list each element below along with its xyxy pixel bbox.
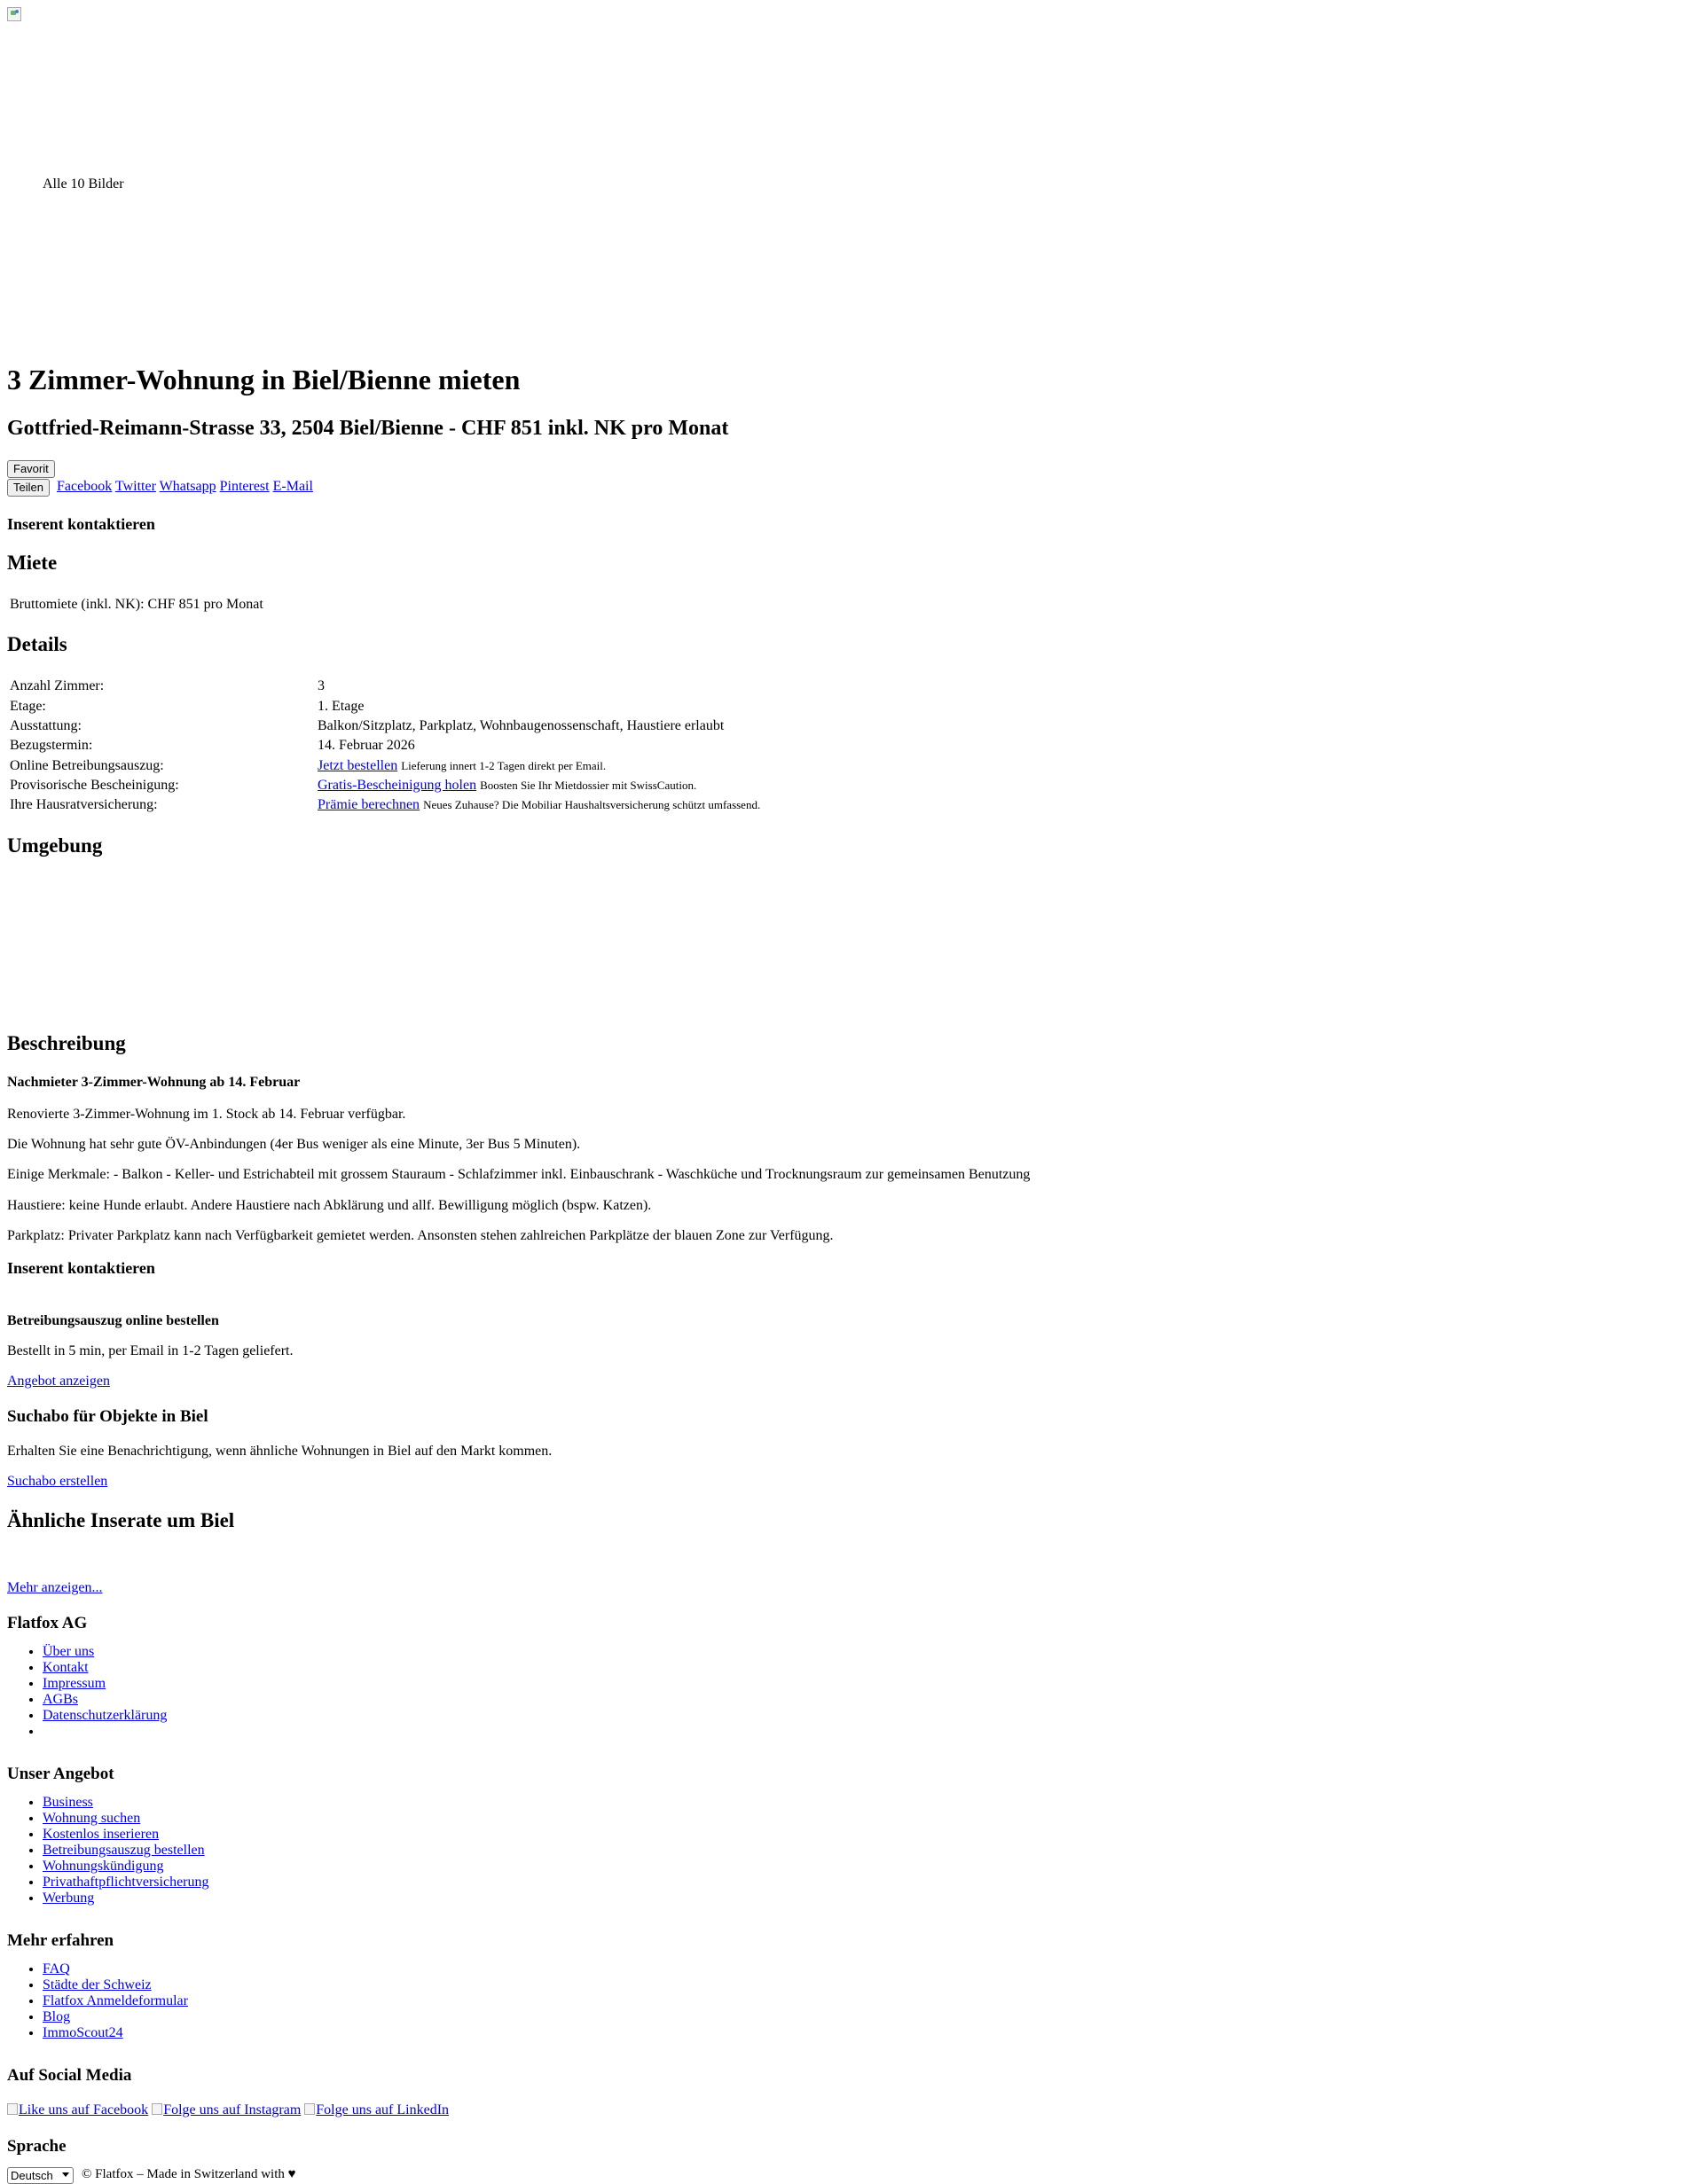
order-now-link[interactable]: Jetzt bestellen	[318, 758, 398, 773]
footer-company-heading: Flatfox AG	[7, 1614, 88, 1632]
similar-listings-heading: Ähnliche Inserate um Biel	[7, 1509, 235, 1531]
debt-extract-heading: Betreibungsauszug online bestellen	[7, 1313, 219, 1328]
advertising-link[interactable]: Werbung	[43, 1890, 95, 1906]
description-paragraph: Parkplatz: Privater Parkplatz kann nach Verfügbarkeit gemietet werden. Ansonsten stehen zahlreichen Parkplätze der blauen Zone zur Verfügung.	[7, 1228, 834, 1243]
description-heading: Beschreibung	[7, 1032, 126, 1054]
rooms-value: 3	[318, 678, 325, 693]
linkedin-social-link[interactable]	[304, 2102, 449, 2117]
language-selected: Deutsch	[11, 2169, 53, 2182]
facebook-icon	[7, 2103, 18, 2115]
surroundings-heading: Umgebung	[7, 834, 103, 857]
business-link[interactable]: Business	[43, 1795, 93, 1810]
instagram-social-link[interactable]	[152, 2102, 301, 2117]
linkedin-social-label: Folge uns auf LinkedIn	[316, 2102, 450, 2117]
footer-empty-item	[43, 1724, 167, 1740]
facebook-social-label: Like uns auf Facebook	[19, 2102, 149, 2117]
faq-link[interactable]: FAQ	[43, 1961, 70, 1977]
show-offer-link[interactable]: Angebot anzeigen	[7, 1374, 110, 1389]
share-twitter-link[interactable]: Twitter	[114, 479, 156, 494]
share-email-link[interactable]: E-Mail	[272, 479, 313, 494]
footer-link-item	[43, 1827, 209, 1843]
favorite-button[interactable]: Favorit	[7, 460, 55, 478]
copyright: © Flatfox – Made in Switzerland with ♥	[82, 2167, 296, 2181]
gallery-image-icon[interactable]	[7, 7, 21, 21]
contact-link[interactable]: Kontakt	[43, 1660, 89, 1675]
footer-link-item	[43, 1708, 167, 1724]
footer-link-item	[43, 1875, 209, 1890]
immoscout24-link[interactable]: ImmoScout24	[43, 2025, 123, 2040]
description-paragraph: Haustiere: keine Hunde erlaubt. Andere Haustiere nach Abklärung und allf. Bewilligung möglich (bspw. Katzen).	[7, 1198, 652, 1213]
features-label: Ausstattung:	[10, 718, 82, 733]
footer-link-item	[43, 1843, 209, 1859]
footer-link-item	[43, 1811, 209, 1827]
move-in-value: 14. Februar 2026	[318, 738, 415, 753]
chevron-down-icon	[62, 2172, 69, 2177]
certificate-label: Provisorische Bescheinigung:	[10, 778, 179, 793]
footer-link-item	[43, 1644, 167, 1660]
rooms-label: Anzahl Zimmer:	[10, 678, 105, 693]
certificate-value	[318, 778, 696, 794]
contact-advertiser-heading-bottom[interactable]: Inserent kontaktieren	[7, 1259, 155, 1277]
instagram-social-label: Folge uns auf Instagram	[163, 2102, 302, 2117]
order-debt-extract-link[interactable]: Betreibungsauszug bestellen	[43, 1843, 205, 1858]
footer-learn-heading: Mehr erfahren	[7, 1931, 114, 1950]
insurance-note: Neues Zuhause? Die Mobiliar Haushaltsversicherung schützt umfassend.	[423, 798, 761, 811]
search-alert-heading: Suchabo für Objekte in Biel	[7, 1407, 208, 1426]
gross-rent: Bruttomiete (inkl. NK): CHF 851 pro Monat	[10, 597, 263, 612]
contact-advertiser-heading-top[interactable]: Inserent kontaktieren	[7, 515, 155, 533]
footer-language-heading: Sprache	[7, 2137, 67, 2156]
get-certificate-link[interactable]: Gratis-Bescheinigung holen	[318, 778, 477, 793]
termination-link[interactable]: Wohnungskündigung	[43, 1859, 164, 1874]
footer-learn-links	[7, 1961, 188, 2041]
footer-link-item	[43, 1890, 209, 1906]
instagram-icon	[152, 2103, 162, 2115]
debt-extract-value	[318, 758, 606, 774]
signup-form-link[interactable]: Flatfox Anmeldeformular	[43, 1993, 188, 2008]
language-select[interactable]	[7, 2167, 74, 2184]
footer-link-item	[43, 1859, 209, 1875]
all-images-link[interactable]: Alle 10 Bilder	[43, 176, 124, 192]
show-more-link[interactable]: Mehr anzeigen...	[7, 1580, 103, 1595]
calculate-premium-link[interactable]: Prämie berechnen	[318, 797, 420, 812]
cities-link[interactable]: Städte der Schweiz	[43, 1977, 152, 1992]
share-pinterest-link[interactable]: Pinterest	[219, 479, 270, 494]
debt-extract-note: Lieferung innert 1-2 Tagen direkt per Email.	[401, 759, 607, 772]
details-heading: Details	[7, 633, 67, 655]
search-alert-text: Erhalten Sie eine Benachrichtigung, wenn ähnliche Wohnungen in Biel auf den Markt kommen.	[7, 1444, 553, 1459]
footer-link-item	[43, 1961, 188, 1977]
footer-link-item	[43, 1676, 167, 1692]
floor-value: 1. Etage	[318, 699, 365, 714]
footer-link-item	[43, 1993, 188, 2009]
listing-subtitle: Gottfried-Reimann-Strasse 33, 2504 Biel/Bienne - CHF 851 inkl. NK pro Monat	[7, 417, 729, 440]
description-paragraph: Renovierte 3-Zimmer-Wohnung im 1. Stock ab 14. Februar verfügbar.	[7, 1107, 406, 1122]
footer-offer-links	[7, 1795, 209, 1906]
share-links	[57, 479, 313, 495]
footer-link-item	[43, 1692, 167, 1708]
social-links	[7, 2102, 449, 2118]
liability-insurance-link[interactable]: Privathaftpflichtversicherung	[43, 1875, 209, 1890]
find-apartment-link[interactable]: Wohnung suchen	[43, 1811, 141, 1826]
imprint-link[interactable]: Impressum	[43, 1676, 106, 1691]
debt-extract-text: Bestellt in 5 min, per Email in 1-2 Tagen geliefert.	[7, 1343, 294, 1358]
description-paragraph: Die Wohnung hat sehr gute ÖV-Anbindungen (4er Bus weniger als eine Minute, 3er Bus 5 Minuten).	[7, 1137, 581, 1152]
privacy-link[interactable]: Datenschutzerklärung	[43, 1708, 168, 1723]
listing-title: 3 Zimmer-Wohnung in Biel/Bienne mieten	[7, 364, 521, 395]
footer-offer-heading: Unser Angebot	[7, 1765, 114, 1783]
create-search-alert-link[interactable]: Suchabo erstellen	[7, 1474, 108, 1489]
free-listing-link[interactable]: Kostenlos inserieren	[43, 1827, 160, 1842]
floor-label: Etage:	[10, 699, 46, 714]
certificate-note: Boosten Sie Ihr Mietdossier mit SwissCaution.	[480, 779, 697, 792]
move-in-label: Bezugstermin:	[10, 738, 93, 753]
share-button[interactable]: Teilen	[7, 479, 50, 497]
description-subheading: Nachmieter 3-Zimmer-Wohnung ab 14. Februar	[7, 1075, 301, 1090]
features-value: Balkon/Sitzplatz, Parkplatz, Wohnbaugenossenschaft, Haustiere erlaubt	[318, 718, 725, 733]
footer-link-item	[43, 1795, 209, 1811]
footer-social-heading: Auf Social Media	[7, 2066, 132, 2085]
terms-link[interactable]: AGBs	[43, 1692, 79, 1707]
footer-link-item	[43, 1977, 188, 1993]
linkedin-icon	[304, 2103, 315, 2115]
facebook-social-link[interactable]	[7, 2102, 148, 2117]
share-facebook-link[interactable]: Facebook	[57, 479, 113, 494]
footer-link-item	[43, 2025, 188, 2041]
about-us-link[interactable]: Über uns	[43, 1644, 95, 1659]
insurance-label: Ihre Hausratversicherung:	[10, 797, 158, 812]
footer-company-links	[7, 1644, 167, 1740]
footer-link-item	[43, 2009, 188, 2025]
debt-extract-label: Online Betreibungsauszug:	[10, 758, 164, 773]
insurance-value	[318, 797, 760, 813]
footer-link-item	[43, 1660, 167, 1676]
description-paragraph: Einige Merkmale: - Balkon - Keller- und Estrichabteil mit grossem Stauraum - Schlafzimmer inkl. Einbauschrank - Waschküche und Trocknungsraum zur gemeinsamen Benutzung	[7, 1167, 1031, 1182]
rent-heading: Miete	[7, 552, 58, 574]
share-whatsapp-link[interactable]: Whatsapp	[159, 479, 216, 494]
blog-link[interactable]: Blog	[43, 2009, 71, 2024]
